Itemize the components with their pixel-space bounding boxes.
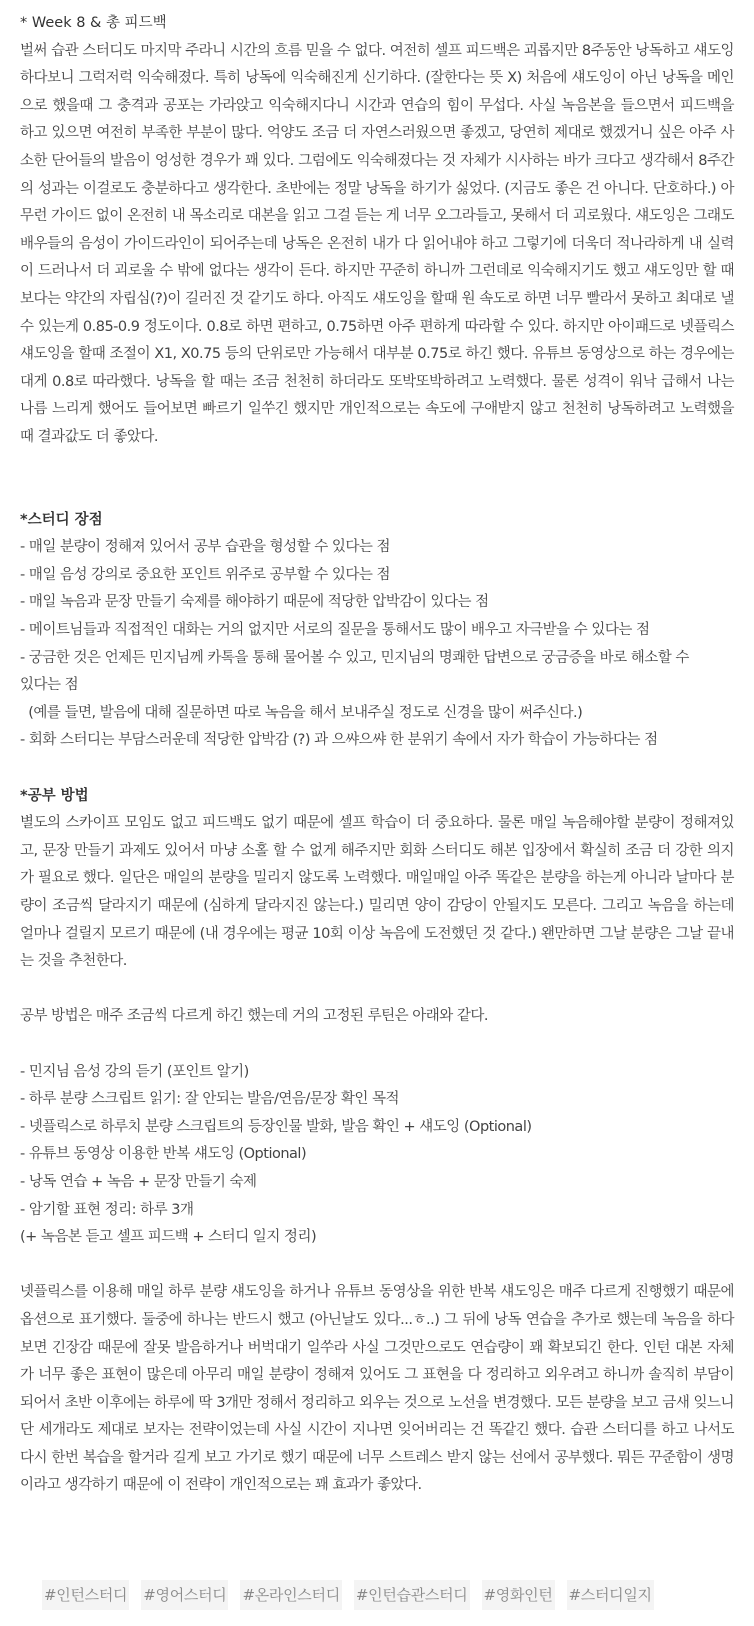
method-heading: *공부 방법 xyxy=(20,787,89,804)
merit-item: - 매일 녹음과 문장 만들기 숙제를 해야하기 때문에 적당한 압박감이 있다는 점 xyxy=(20,594,489,611)
routine-item: - 넷플릭스로 하루치 분량 스크립트의 등장인물 발화, 발음 확인 + 섀도잉 (Optional) xyxy=(20,1118,532,1135)
merit-item: - 매일 음성 강의로 중요한 포인트 위주로 공부할 수 있다는 점 xyxy=(20,566,390,583)
spacer xyxy=(20,1252,734,1280)
spacer xyxy=(20,479,734,507)
routine-note: (+ 녹음본 듣고 셀프 피드백 + 스터디 일지 정리) xyxy=(20,1229,317,1246)
merit-item-example: (예를 들면, 발음에 대해 질문하면 따로 녹음을 해서 보내주실 정도로 신경을 많이 써주신다.) xyxy=(20,704,583,721)
spacer xyxy=(20,452,734,480)
merit-item: - 궁금한 것은 언제든 민지님께 카톡을 통해 물어볼 수 있고, 민지님의 명쾌한 답변으로 궁금증을 바로 해소할 수 xyxy=(20,649,689,666)
merit-item: - 메이트님들과 직접적인 대화는 거의 없지만 서로의 질문을 통해서도 많이 배우고 자극받을 수 있다는 점 xyxy=(20,622,650,639)
tag-link[interactable]: #온라인스터디 xyxy=(240,1580,341,1610)
tag-link[interactable]: #스터디일지 xyxy=(567,1580,654,1610)
routine-item: - 민지님 음성 강의 듣기 (포인트 알기) xyxy=(20,1063,249,1080)
tag-link[interactable]: #인턴스터디 xyxy=(42,1580,129,1610)
method-paragraph-1: 별도의 스카이프 모임도 없고 피드백도 없기 때문에 셀프 학습이 더 중요하다. 물론 매일 녹음해야할 분량이 정해져있고, 문장 만들기 과제도 있어서 마냥 소홀 할 수 없게 해주지만 회화 스터디도 해본 입장에서 확실히 조금 더 강한 의지가 필요로 했다. 일단은 매일의 분량을 밀리지 않도록 노력했다. 매일매일 아주 똑같은 분량을 하는게 아니라 날마다 분량이 조금씩 달라지기 때문에 (심하게 달라지진 않는다.) 밀리면 양이 감당이 안될지도 모른다. 그리고 녹음을 하는데 얼마나 걸릴지 모르기 때문에 (내 경우에는 평균 10회 이상 녹음에 도전했던 것 같다.) 왠만하면 그날 분량은 그날 끝내는 것을 추천한다. xyxy=(20,815,734,970)
merit-item-continued: 있다는 점 xyxy=(20,677,79,694)
spacer xyxy=(20,755,734,783)
spacer xyxy=(20,976,734,1004)
week8-paragraph: 벌써 습관 스터디도 마지막 주라니 시간의 흐름 믿을 수 없다. 여전히 셀프 피드백은 괴롭지만 8주동안 낭독하고 섀도잉 하다보니 그럭저럭 익숙해졌다. 특히 낭독에 익숙해진게 신기하다. (잘한다는 뜻 X) 처음에 섀도잉이 아닌 낭독을 메인으로 했을때 그 충격과 공포는 가라앉고 익숙해지다니 시간과 연습의 힘이 무섭다. 사실 녹음본을 들으면서 피드백을 하고 있으면 여전히 부족한 부분이 많다. 억양도 조금 더 자연스러웠으면 좋겠고, 당연히 제대로 했겠거니 싶은 아주 사소한 단어들의 발음이 엉성한 경우가 꽤 있다. 그럼에도 익숙해졌다는 것 자체가 시사하는 바가 크다고 생각해서 8주간의 성과는 이걸로도 충분하다고 생각한다. 초반에는 정말 낭독을 하기가 싫었다. (지금도 좋은 건 아니다. 단호하다.) 아무런 가이드 없이 온전히 내 목소리로 대본을 읽고 그걸 듣는 게 너무 오그라들고, 못해서 더 괴로웠다. 섀도잉은 그래도 배우들의 음성이 가이드라인이 되어주는데 낭독은 온전히 내가 다 읽어내야 하고 그렇기에 더욱더 적나라하게 내 실력이 드러나서 더 괴로울 수 밖에 없다는 생각이 든다. 하지만 꾸준히 하니까 그런데로 익숙해지기도 했고 섀도잉만 할 때보다는 약간의 자립심(?)이 길러진 것 같기도 하다. 아직도 섀도잉을 할때 원 속도로 하면 너무 빨라서 못하고 최대로 낼 수 있는게 0.85-0.9 정도이다. 0.8로 하면 편하고, 0.75하면 아주 편하게 따라할 수 있다. 하지만 아이패드로 넷플릭스 섀도잉을 할때 조절이 X1, X0.75 등의 단위로만 가능해서 대부분 0.75로 하긴 했다. 유튜브 동영상으로 하는 경우에는 대게 0.8로 따라했다. 낭독을 할 때는 조금 천천히 하더라도 또박또박하려고 노력했다. 물론 성격이 워낙 급해서 나는 나름 느리게 했어도 들어보면 빠르기 일쑤긴 했지만 개인적으로는 속도에 구애받지 않고 천천히 낭독하려고 노력했을때 결과값도 더 좋았다. xyxy=(20,42,734,445)
routine-item: - 암기할 표현 정리: 하루 3개 xyxy=(20,1201,194,1218)
routine-item: - 낭독 연습 + 녹음 + 문장 만들기 숙제 xyxy=(20,1173,257,1190)
tag-link[interactable]: #영화인턴 xyxy=(482,1580,555,1610)
post-body xyxy=(20,10,734,1500)
merit-item: - 회화 스터디는 부담스러운데 적당한 압박감 (?) 과 으쌰으쌰 한 분위기 속에서 자가 학습이 가능하다는 점 xyxy=(20,732,658,749)
method-paragraph-3: 넷플릭스를 이용해 매일 하루 분량 섀도잉을 하거나 유튜브 동영상을 위한 반복 섀도잉은 매주 다르게 진행했기 때문에 옵션으로 표기했다. 둘중에 하나는 반드시 했고 (아닌날도 있다...ㅎ..) 그 뒤에 낭독 연습을 추가로 했는데 녹음을 하다보면 긴장감 때문에 잘못 발음하거나 버벅대기 일쑤라 사실 그것만으로도 연습량이 꽤 확보되긴 한다. 인턴 대본 자체가 너무 좋은 표현이 많은데 아무리 매일 분량이 정해져 있어도 그 표현을 다 정리하고 외우려고 하니까 솔직히 부담이 되어서 초반 이후에는 하루에 딱 3개만 정해서 정리하고 외우는 것으로 노선을 변경했다. 모든 분량을 보고 금새 잊느니 단 세개라도 제대로 보자는 전략이었는데 사실 시간이 지나면 잊어버리는 건 똑같긴 했다. 습관 스터디를 하고 나서도 다시 한번 복습을 할거라 길게 보고 가기로 했기 때문에 너무 스트레스 받지 않는 선에서 공부했다. 뭐든 꾸준함이 생명이라고 생각하기 때문에 이 전략이 개인적으로는 꽤 효과가 좋았다. xyxy=(20,1284,734,1494)
merit-item: - 매일 분량이 정해져 있어서 공부 습관을 형성할 수 있다는 점 xyxy=(20,539,390,556)
tag-link[interactable]: #영어스터디 xyxy=(141,1580,228,1610)
spacer xyxy=(20,1031,734,1059)
routine-item: - 유튜브 동영상 이용한 반복 섀도잉 (Optional) xyxy=(20,1146,307,1163)
routine-item: - 하루 분량 스크립트 읽기: 잘 안되는 발음/연음/문장 확인 목적 xyxy=(20,1091,400,1108)
tag-list xyxy=(42,1580,654,1610)
week8-heading: * Week 8 & 총 피드백 xyxy=(20,15,167,31)
merits-heading: *스터디 장점 xyxy=(20,511,103,528)
tag-link[interactable]: #인턴습관스터디 xyxy=(354,1580,470,1610)
method-paragraph-2: 공부 방법은 매주 조금씩 다르게 하긴 했는데 거의 고정된 루틴은 아래와 같다. xyxy=(20,1008,489,1025)
